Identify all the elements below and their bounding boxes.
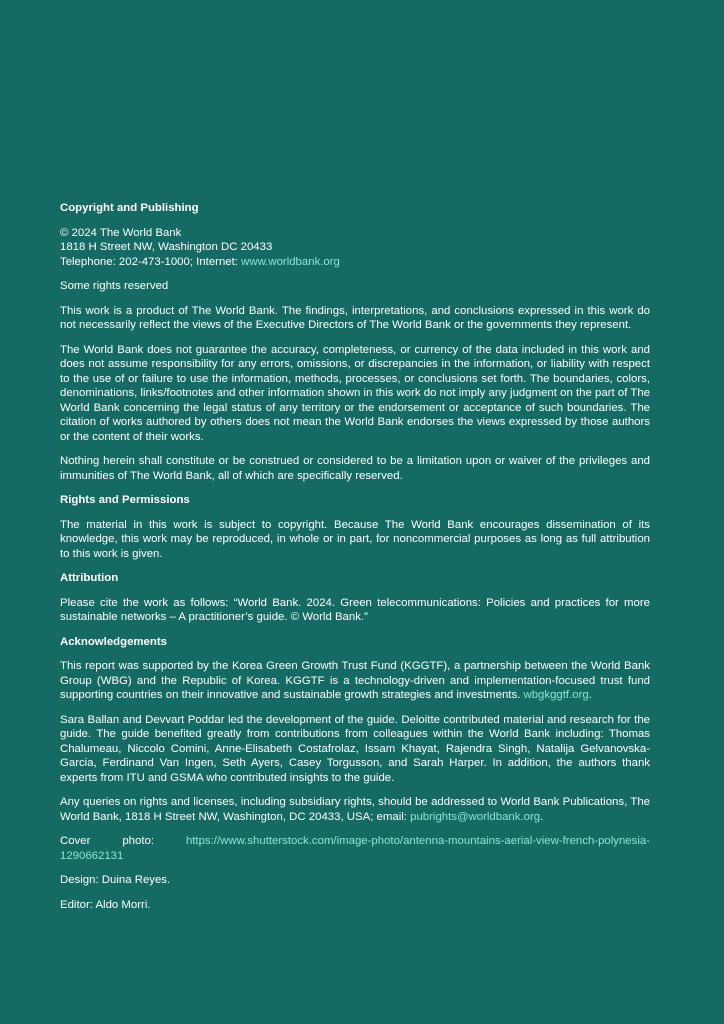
pubrights-email-link[interactable]: pubrights@worldbank.org: [410, 810, 541, 823]
publication-info: [60, 201, 650, 922]
contact-line: [60, 255, 650, 270]
disclaimer-paragraph-2: The World Bank does not guarantee the accuracy, completeness, or currency of the data included in this work and does not assume responsibility for any errors, omissions, or discrepancies in the information, or liability with respect to the use of or failure to use the information, methods, processes, or conclusions set forth. The boundaries, colors, denominations, links/footnotes and other information shown in this work do not imply any judgment on the part of The World Bank concerning the legal status of any territory or the endorsement or acceptance of such boundaries. The citation of works authored by others does not mean the World Bank endorses the views expressed by those authors or the content of their works.: [60, 343, 650, 443]
rights-paragraph: The material in this work is subject to copyright. Because The World Bank encourages dissemination of its knowledge, this work may be reproduced, in whole or in part, for noncommercial purposes as long as full attribution to this work is given.: [60, 518, 650, 560]
kggtf-end: .: [588, 689, 592, 701]
rights-reserved: Some rights reserved: [60, 280, 169, 292]
worldbank-link[interactable]: www.worldbank.org: [241, 255, 340, 268]
cover-photo-credit: [60, 834, 650, 863]
acknowledgements-paragraph-1: [60, 659, 650, 703]
acknowledgements-paragraph-2: Sara Ballan and Devvart Poddar led the development of the guide. Deloitte contributed material and research for the guide. The guide benefited greatly from contributions from colleagues within the World Bank including: Thomas Chalumeau, Niccolo Comini, Anne-Elisabeth Costafrolaz, Issam Khayat, Rajendra Singh, Natalija Gelvanovska-Garcia, Ferdinand Van Ingen, Seth Ayers, Casey Torgusson, and Sarah Harper. In addition, the authors thank experts from ITU and GSMA who contributed insights to the guide.: [60, 713, 650, 784]
queries-paragraph: [60, 795, 650, 824]
kggtf-link[interactable]: wbgkggtf.org: [523, 689, 589, 701]
acknowledgements-heading: Acknowledgements: [60, 635, 167, 648]
kggtf-text: This report was supported by the Korea Green Growth Trust Fund (KGGTF), a partnership between the World Bank Group (WBG) and the Republic of Korea. KGGTF is a technology-driven and implementation-focused trust fund supporting countries on their innovative and sustainable growth strategies and investments.: [60, 660, 650, 701]
rights-heading: Rights and Permissions: [60, 494, 190, 506]
attribution-heading: Attribution: [60, 572, 119, 584]
editor-credit: Editor: Aldo Morri.: [60, 898, 151, 911]
copyright-heading: Copyright and Publishing: [60, 202, 199, 214]
copyright-line: © 2024 The World Bank: [60, 226, 182, 239]
cover-photo-link[interactable]: https://www.shutterstock.com/image-photo/antenna-mountains-aerial-view-french-polynesia-1290662131: [60, 835, 650, 862]
attribution-paragraph: Please cite the work as follows: “World Bank. 2024. Green telecommunications: Policies and practices for more sustainable networks – A practitioner’s guide. © World Bank.”: [60, 596, 650, 623]
disclaimer-paragraph-3: Nothing herein shall constitute or be construed or considered to be a limitation upon or waiver of the privileges and immunities of The World Bank, all of which are specifically reserved.: [60, 455, 650, 482]
queries-text: Any queries on rights and licenses, including subsidiary rights, should be addressed to World Bank Publications, The World Bank, 1818 H Street NW, Washington, DC 20433, USA; email:: [60, 796, 650, 823]
queries-end: .: [540, 810, 544, 823]
cover-label: Cover photo:: [60, 835, 186, 847]
address-line: 1818 H Street NW, Washington DC 20433: [60, 241, 273, 253]
publisher-address: [60, 226, 650, 270]
contact-text: Telephone: 202-473-1000; Internet:: [60, 255, 242, 268]
design-credit: Design: Duina Reyes.: [60, 874, 171, 886]
disclaimer-paragraph-1: This work is a product of The World Bank. The findings, interpretations, and conclusions expressed in this work do not necessarily reflect the views of the Executive Directors of The World Bank or the governments they represent.: [60, 304, 650, 331]
